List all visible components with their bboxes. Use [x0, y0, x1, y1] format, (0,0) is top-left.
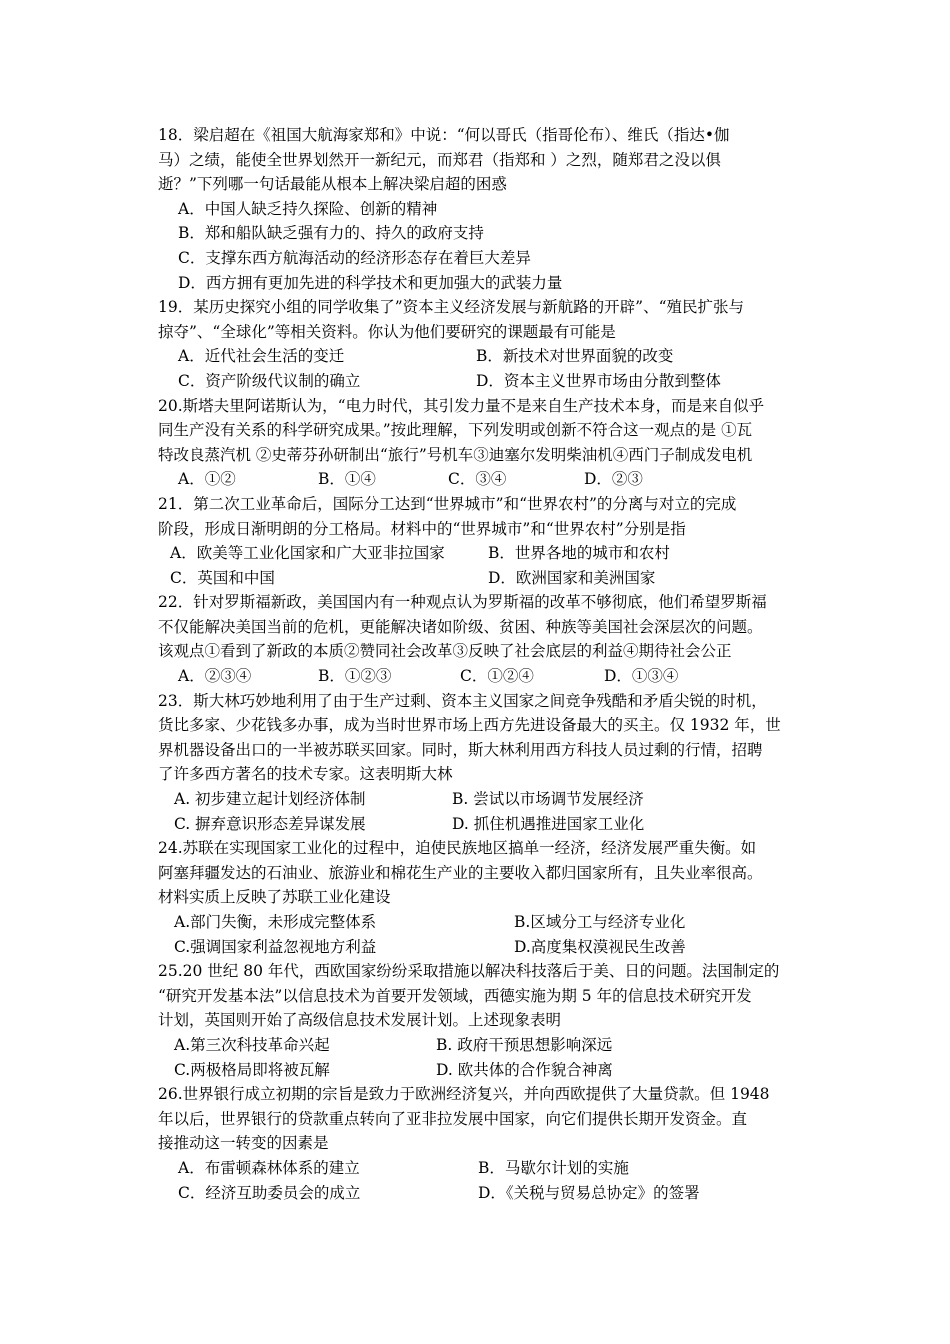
q23-option-a: A. 初步建立起计划经济体制: [174, 790, 366, 809]
q23-option-b: B. 尝试以市场调节发展经济: [452, 790, 644, 809]
q18-stem-line: 逝？”下列哪一句话最能从根本上解决梁启超的困惑: [158, 175, 507, 194]
q19-stem-line: 19．某历史探究小组的同学收集了”资本主义经济发展与新航路的开辟”、“殖民扩张与: [158, 298, 744, 317]
q24-options-row: [138, 935, 828, 960]
q26-stem-line: 26.世界银行成立初期的宗旨是致力于欧洲经济复兴，并向西欧提供了大量贷款。但 1948: [158, 1085, 770, 1104]
q20-stem-line: 特改良蒸汽机 ②史蒂芬孙研制出“旅行”号机车③迪塞尔发明柴油机④西门子制成发电机: [158, 445, 753, 464]
q18-option-b: B．郑和船队缺乏强有力的、持久的政府支持: [178, 224, 484, 243]
q26-stem-line: 年以后，世界银行的贷款重点转向了亚非拉发展中国家，向它们提供长期开发资金。直: [158, 1109, 748, 1128]
q21-options-row: [138, 541, 828, 566]
q24-stem-line: 阿塞拜疆发达的石油业、旅游业和棉花生产业的主要收入都归国家所有，且失业率很高。: [158, 863, 763, 882]
q23-option-c: C. 摒弃意识形态差异谋发展: [174, 814, 366, 833]
q25-option-d: D. 欧共体的合作貌合神离: [436, 1060, 613, 1079]
q18-option-a: A．中国人缺乏持久探险、创新的精神: [178, 199, 438, 218]
q23-options-row: [138, 812, 828, 837]
q26-option-c: C．经济互助委员会的成立: [178, 1183, 361, 1202]
q21-option-a: A．欧美等工业化国家和广大亚非拉国家: [170, 544, 445, 563]
q19-option-b: B．新技术对世界面貌的改变: [476, 347, 674, 366]
q21-stem-line: 21．第二次工业革命后，国际分工达到“世界城市”和“世界农村”的分离与对立的完成: [158, 494, 737, 513]
q19-options-row: [138, 344, 828, 369]
q21-option-b: B．世界各地的城市和农村: [488, 544, 670, 563]
q20-option-a: A．①②: [178, 470, 236, 489]
q22-stem-line: 不仅能解决美国当前的危机，更能解决诸如阶级、贫困、种族等美国社会深层次的问题。: [158, 617, 763, 636]
q26-stem-line: 接推动这一转变的因素是: [158, 1134, 329, 1153]
q21-options-row: [138, 566, 828, 591]
q23-stem-line: 界机器设备出口的一半被苏联买回家。同时，斯大林利用西方科技人员过剩的行情，招聘: [158, 740, 763, 759]
q22-option-c: C．①②④: [460, 667, 534, 686]
q22-option-a: A．②③④: [178, 667, 252, 686]
q19-option-a: A．近代社会生活的变迁: [178, 347, 345, 366]
q21-stem-line: 阶段，形成日渐明朗的分工格局。材料中的“世界城市”和“世界农村”分别是指: [158, 519, 686, 538]
q22-option-d: D．①③④: [604, 667, 679, 686]
q18-option-c: C．支撑东西方航海活动的经济形态存在着巨大差异: [178, 248, 531, 267]
q25-stem-line: 计划，英国则开始了高级信息技术发展计划。上述现象表明: [158, 1011, 562, 1030]
q25-stem-line: “研究开发基本法”以信息技术为首要开发领域，西德实施为期 5 年的信息技术研究开发: [158, 986, 752, 1005]
q23-stem-line: 了许多西方著名的技术专家。这表明斯大林: [158, 765, 453, 784]
q22-stem-line: 该观点①看到了新政的本质②赞同社会改革③反映了社会底层的利益④期待社会公正: [158, 642, 732, 661]
q20-option-c: C．③④: [448, 470, 507, 489]
q25-stem-line: 25.20 世纪 80 年代，西欧国家纷纷采取措施以解决科技落后于美、日的问题。法国制定的: [158, 962, 780, 981]
q26-option-d: D．《关税与贸易总协定》的签署: [478, 1183, 700, 1202]
q20-options-row: [138, 467, 828, 492]
q23-option-d: D. 抓住机遇推进国家工业化: [452, 814, 645, 833]
q24-options-row: [138, 910, 828, 935]
q19-option-c: C．资产阶级代议制的确立: [178, 371, 361, 390]
q24-stem-line: 24.苏联在实现国家工业化的过程中，迫使民族地区搞单一经济，经济发展严重失衡。如: [158, 839, 757, 858]
q24-stem-line: 材料实质上反映了苏联工业化建设: [158, 888, 391, 907]
q25-options-row: [138, 1058, 828, 1083]
q23-stem-line: 23．斯大林巧妙地利用了由于生产过剩、资本主义国家之间竞争残酷和矛盾尖锐的时机，: [158, 691, 767, 710]
q19-stem-line: 掠夺”、“全球化”等相关资料。你认为他们要研究的课题最有可能是: [158, 322, 616, 341]
q22-option-b: B．①②③: [318, 667, 392, 686]
q22-stem-line: 22．针对罗斯福新政，美国国内有一种观点认为罗斯福的改革不够彻底，他们希望罗斯福: [158, 593, 767, 612]
q18-stem-line: 马）之绩，能使全世界划然开一新纪元，而郑君（指郑和 ）之烈，随郑君之没以俱: [158, 150, 721, 169]
q25-option-b: B. 政府干预思想影响深远: [436, 1035, 613, 1054]
q24-option-d: D.高度集权漠视民生改善: [514, 937, 686, 956]
q19-option-d: D．资本主义世界市场由分散到整体: [476, 371, 721, 390]
q25-option-c: C.两极格局即将被瓦解: [174, 1060, 330, 1079]
q20-stem-line: 20.斯塔夫里阿诺斯认为，“电力时代，其引发力量不是来自生产技术本身，而是来自似乎: [158, 396, 765, 415]
q23-stem-line: 货比多家、少花钱多办事，成为当时世界市场上西方先进设备最大的买主。仅 1932 年，世: [158, 716, 781, 735]
question-list: [138, 123, 828, 1205]
q20-stem-line: 同生产没有关系的科学研究成果。”按此理解，下列发明或创新不符合这一观点的是 ①瓦: [158, 421, 753, 440]
q21-option-c: C．英国和中国: [170, 568, 275, 587]
q18-option-d: D．西方拥有更加先进的科学技术和更加强大的武装力量: [178, 273, 563, 292]
q19-options-row: [138, 369, 828, 394]
q21-option-d: D．欧洲国家和美洲国家: [488, 568, 656, 587]
q22-options-row: [138, 664, 828, 689]
q26-options-row: [138, 1156, 828, 1181]
q18-stem-line: 18．梁启超在《祖国大航海家郑和》中说：“何以哥氏（指哥伦布）、维氏（指达•伽: [158, 126, 730, 144]
q24-option-b: B.区域分工与经济专业化: [514, 913, 686, 931]
q25-option-a: A.第三次科技革命兴起: [174, 1035, 330, 1054]
q20-option-d: D．②③: [584, 470, 643, 489]
q23-options-row: [138, 787, 828, 812]
q26-option-b: B．马歇尔计划的实施: [478, 1158, 629, 1177]
q26-option-a: A．布雷顿森林体系的建立: [178, 1158, 360, 1177]
q26-options-row: [138, 1181, 828, 1206]
q25-options-row: [138, 1033, 828, 1058]
q24-option-c: C.强调国家利益忽视地方利益: [174, 937, 377, 956]
q24-option-a: A.部门失衡，未形成完整体系: [174, 913, 377, 931]
q20-option-b: B．①④: [318, 470, 376, 489]
